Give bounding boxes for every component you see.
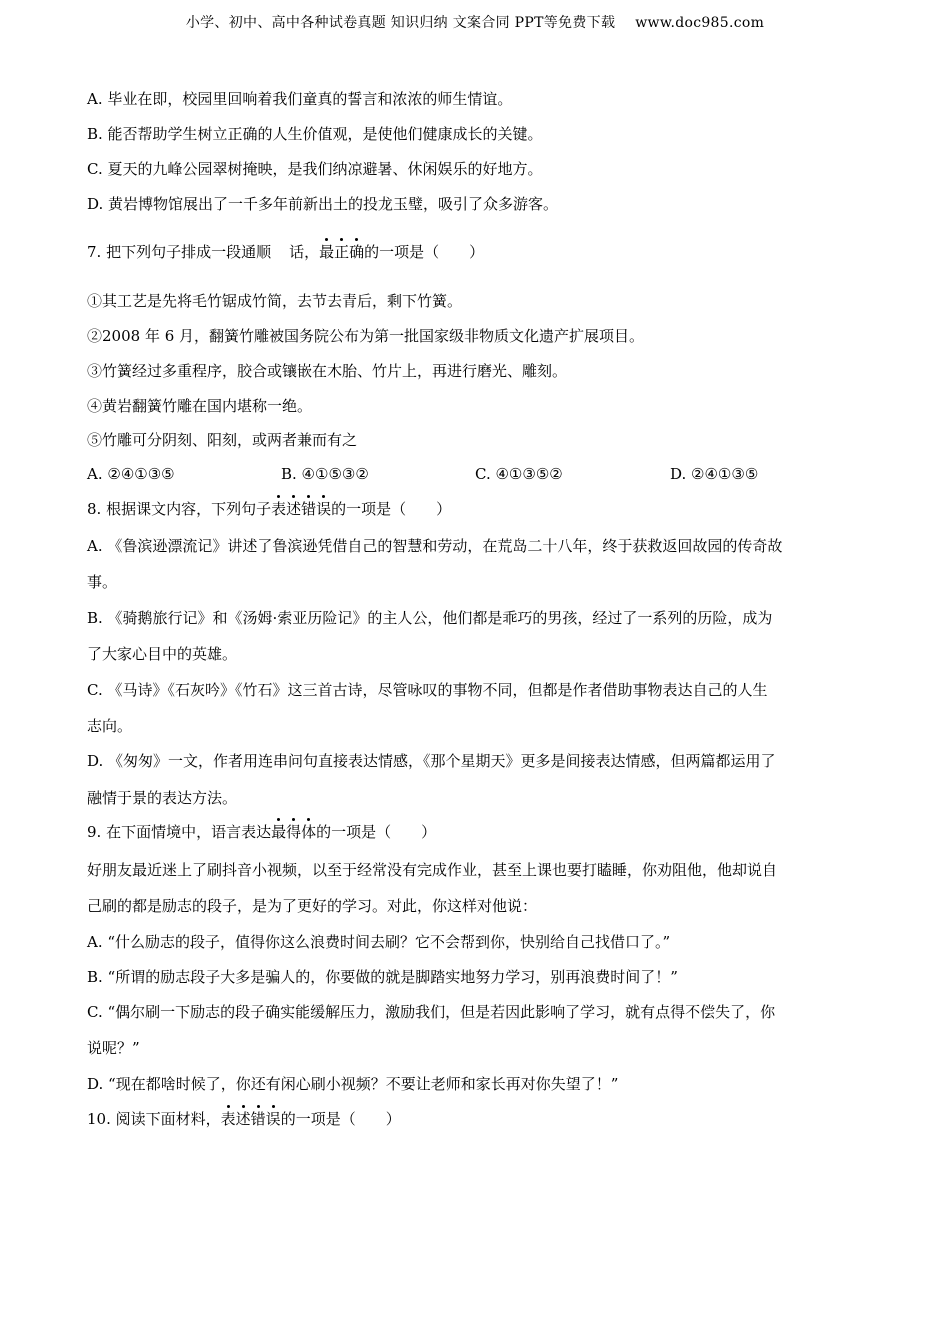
header-site: www.doc985.com — [635, 15, 765, 31]
q8-option-c-line-1: C. 《马诗》《石灰吟》《竹石》这三首古诗，尽管咏叹的事物不同，但都是作者借助事物表达自己的人生 — [87, 681, 768, 699]
q9-option-c-line-1: C. “偶尔刷一下励志的段子确实能缓解压力，激励我们，但是若因此影响了学习，就有点得不偿失了，你 — [87, 1003, 776, 1021]
q9-stem: 9. 在下面情境中，语言表达最得体的一项是（ ） — [87, 823, 437, 841]
page-header — [0, 12, 950, 32]
q8-stem: 8. 根据课文内容，下列句子表述错误的一项是（ ） — [87, 500, 452, 518]
q7-sentence-3: ③竹簧经过多重程序，胶合或镶嵌在木胎、竹片上，再进行磨光、雕刻。 — [87, 362, 568, 380]
q9-context-line-2: 己刷的都是励志的段子，是为了更好的学习。对此，你这样对他说： — [87, 897, 538, 915]
q7-option-b: B. ④①⑤③② — [281, 465, 369, 483]
q8-option-b-line-1: B. 《骑鹅旅行记》和《汤姆·索亚历险记》的主人公，他们都是乖巧的男孩，经过了一系列的历险，成为 — [87, 609, 773, 627]
q6-option-a: A. 毕业在即，校园里回响着我们童真的誓言和浓浓的师生情谊。 — [87, 90, 513, 108]
q7-option-d: D. ②④①③⑤ — [670, 465, 759, 483]
q8-option-a-line-1: A. 《鲁滨逊漂流记》讲述了鲁滨逊凭借自己的智慧和劳动，在荒岛二十八年，终于获救返回故园的传奇故 — [87, 537, 783, 555]
header-text: 小学、初中、高中各种试卷真题 知识归纳 文案合同 PPT等免费下载 — [185, 15, 616, 31]
q7-sentence-2: ②2008 年 6 月，翻簧竹雕被国务院公布为第一批国家级非物质文化遗产扩展项目。 — [87, 327, 645, 345]
q9-option-c-line-2: 说呢？” — [87, 1039, 140, 1057]
q8-option-b-line-2: 了大家心目中的英雄。 — [87, 645, 238, 663]
q9-option-d: D. “现在都啥时候了，你还有闲心刷小视频？不要让老师和家长再对你失望了！” — [87, 1075, 619, 1093]
q9-context-line-1: 好朋友最近迷上了刷抖音小视频，以至于经常没有完成作业，甚至上课也要打瞌睡，你劝阻他，他却说自 — [87, 861, 778, 879]
q9-option-b: B. “所谓的励志段子大多是骗人的，你要做的就是脚踏实地努力学习，别再浪费时间了！” — [87, 968, 678, 986]
q7-sentence-4: ④黄岩翻簧竹雕在国内堪称一绝。 — [87, 397, 313, 415]
q6-option-b: B. 能否帮助学生树立正确的人生价值观，是使他们健康成长的关键。 — [87, 125, 543, 143]
q6-option-d: D. 黄岩博物馆展出了一千多年前新出土的投龙玉璧，吸引了众多游客。 — [87, 195, 559, 213]
q7-stem: 7. 把下列句子排成一段通顺 话，最正确的一项是（ ） — [87, 243, 485, 261]
q7-sentence-5: ⑤竹雕可分阴刻、阳刻，或两者兼而有之 — [87, 431, 358, 449]
q8-option-d-line-2: 融情于景的表达方法。 — [87, 789, 238, 807]
q8-option-a-line-2: 事。 — [87, 573, 118, 591]
q10-stem: 10. 阅读下面材料，表述错误的一项是（ ） — [87, 1110, 401, 1128]
q8-option-c-line-2: 志向。 — [87, 717, 133, 735]
q7-sentence-1: ①其工艺是先将毛竹锯成竹简，去节去青后，剩下竹簧。 — [87, 292, 463, 310]
q7-option-a: A. ②④①③⑤ — [87, 465, 175, 483]
q7-option-c: C. ④①③⑤② — [475, 465, 563, 483]
q8-option-d-line-1: D. 《匆匆》一文，作者用连串问句直接表达情感，《那个星期天》更多是间接表达情感，但两篇都运用了 — [87, 752, 776, 770]
q6-option-c: C. 夏天的九峰公园翠树掩映，是我们纳凉避暑、休闲娱乐的好地方。 — [87, 160, 543, 178]
q9-option-a: A. “什么励志的段子，值得你这么浪费时间去刷？它不会帮到你，快别给自己找借口了。” — [87, 933, 671, 951]
